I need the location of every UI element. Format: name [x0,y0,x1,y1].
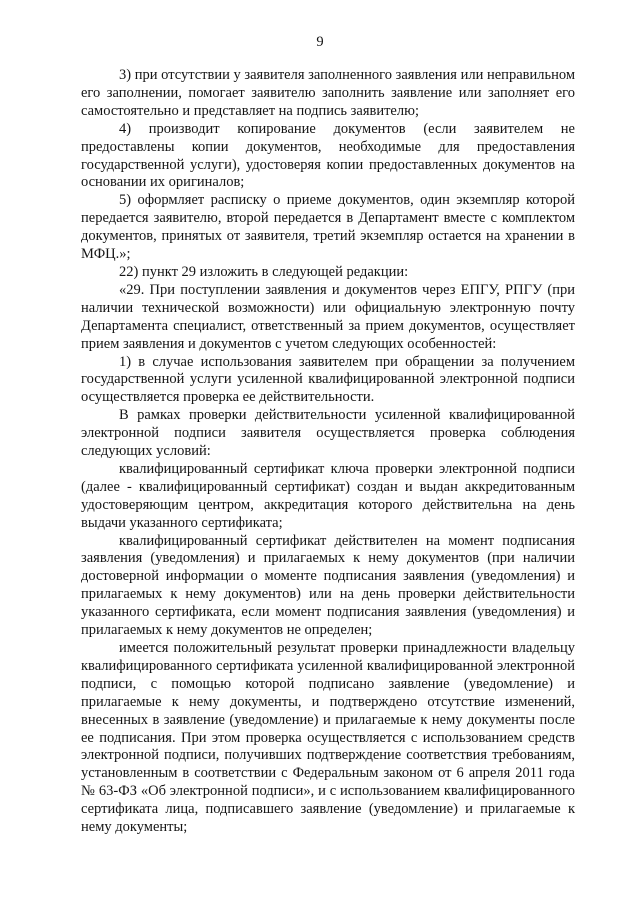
paragraph-item-5: 5) оформляет расписку о приеме документов, один экземпляр которой передается заявителю, второй передается в Департамент вместе с комплектом документов, принятых от заявителя, третий экземпляр остается на хранении в МФЦ.»; [81,192,575,263]
paragraph-verification-conditions: В рамках проверки действительности усиленной квалифицированной электронной подписи заявителя осуществляется проверка соблюдения следующих условий: [81,407,575,460]
document-body [81,67,575,837]
page-number: 9 [316,34,324,50]
paragraph-condition-certificate-valid: квалифицированный сертификат действителен на момент подписания заявления (уведомления) и прилагаемых к нему документов (при наличии достоверной информации о моменте подписания заявления (уведомления) и прилагаемых к нему документов) или на день проверки действительности указанного сертификата, если момент подписания заявления (уведомления) и прилагаемых к нему документов не определен; [81,532,575,639]
paragraph-clause-29: «29. При поступлении заявления и документов через ЕПГУ, РПГУ (при наличии технической возможности) или официальную электронную почту Департамента специалист, ответственный за прием документов, осуществляет прием заявления и документов с учетом следующих особенностей: [81,281,575,352]
paragraph-item-3: 3) при отсутствии у заявителя заполненного заявления или неправильном его заполнении, помогает заявителю заполнить заявление или заполняет его самостоятельно и представляет на подпись заявителю; [81,67,575,119]
paragraph-amendment-22: 22) пункт 29 изложить в следующей редакции: [119,263,409,280]
paragraph-item-4: 4) производит копирование документов (если заявителем не предоставлены копии документов, необходимые для предоставления государственной услуги), удостоверяя копии предоставленных документов на основании их оригиналов; [81,120,575,191]
paragraph-condition-certificate-issued: квалифицированный сертификат ключа проверки электронной подписи (далее - квалифицированный сертификат) создан и выдан аккредитованным удостоверяющим центром, аккредитация которого действительна на день выдачи указанного сертификата; [81,460,575,531]
paragraph-subitem-1: 1) в случае использования заявителем при обращении за получением государственной услуги усиленной квалифицированной электронной подписи осуществляется проверка ее действительности. [81,353,575,406]
paragraph-condition-ownership-check: имеется положительный результат проверки принадлежности владельцу квалифицированного сертификата усиленной квалифицированной электронной подписи, с помощью которой подписано заявление (уведомление) и прилагаемые к нему документы, и подтверждено отсутствие изменений, внесенных в заявление (уведомление) и прилагаемые к нему документы после ее подписания. При этом проверка осуществляется с использованием средств электронной подписи, получивших подтверждение соответствия требованиям, установленным в соответствии с Федеральным законом от 6 апреля 2011 года № 63-ФЗ «Об электронной подписи», и с использованием квалифицированного сертификата лица, подписавшего заявление (уведомление) и прилагаемые к нему документы; [81,640,575,836]
